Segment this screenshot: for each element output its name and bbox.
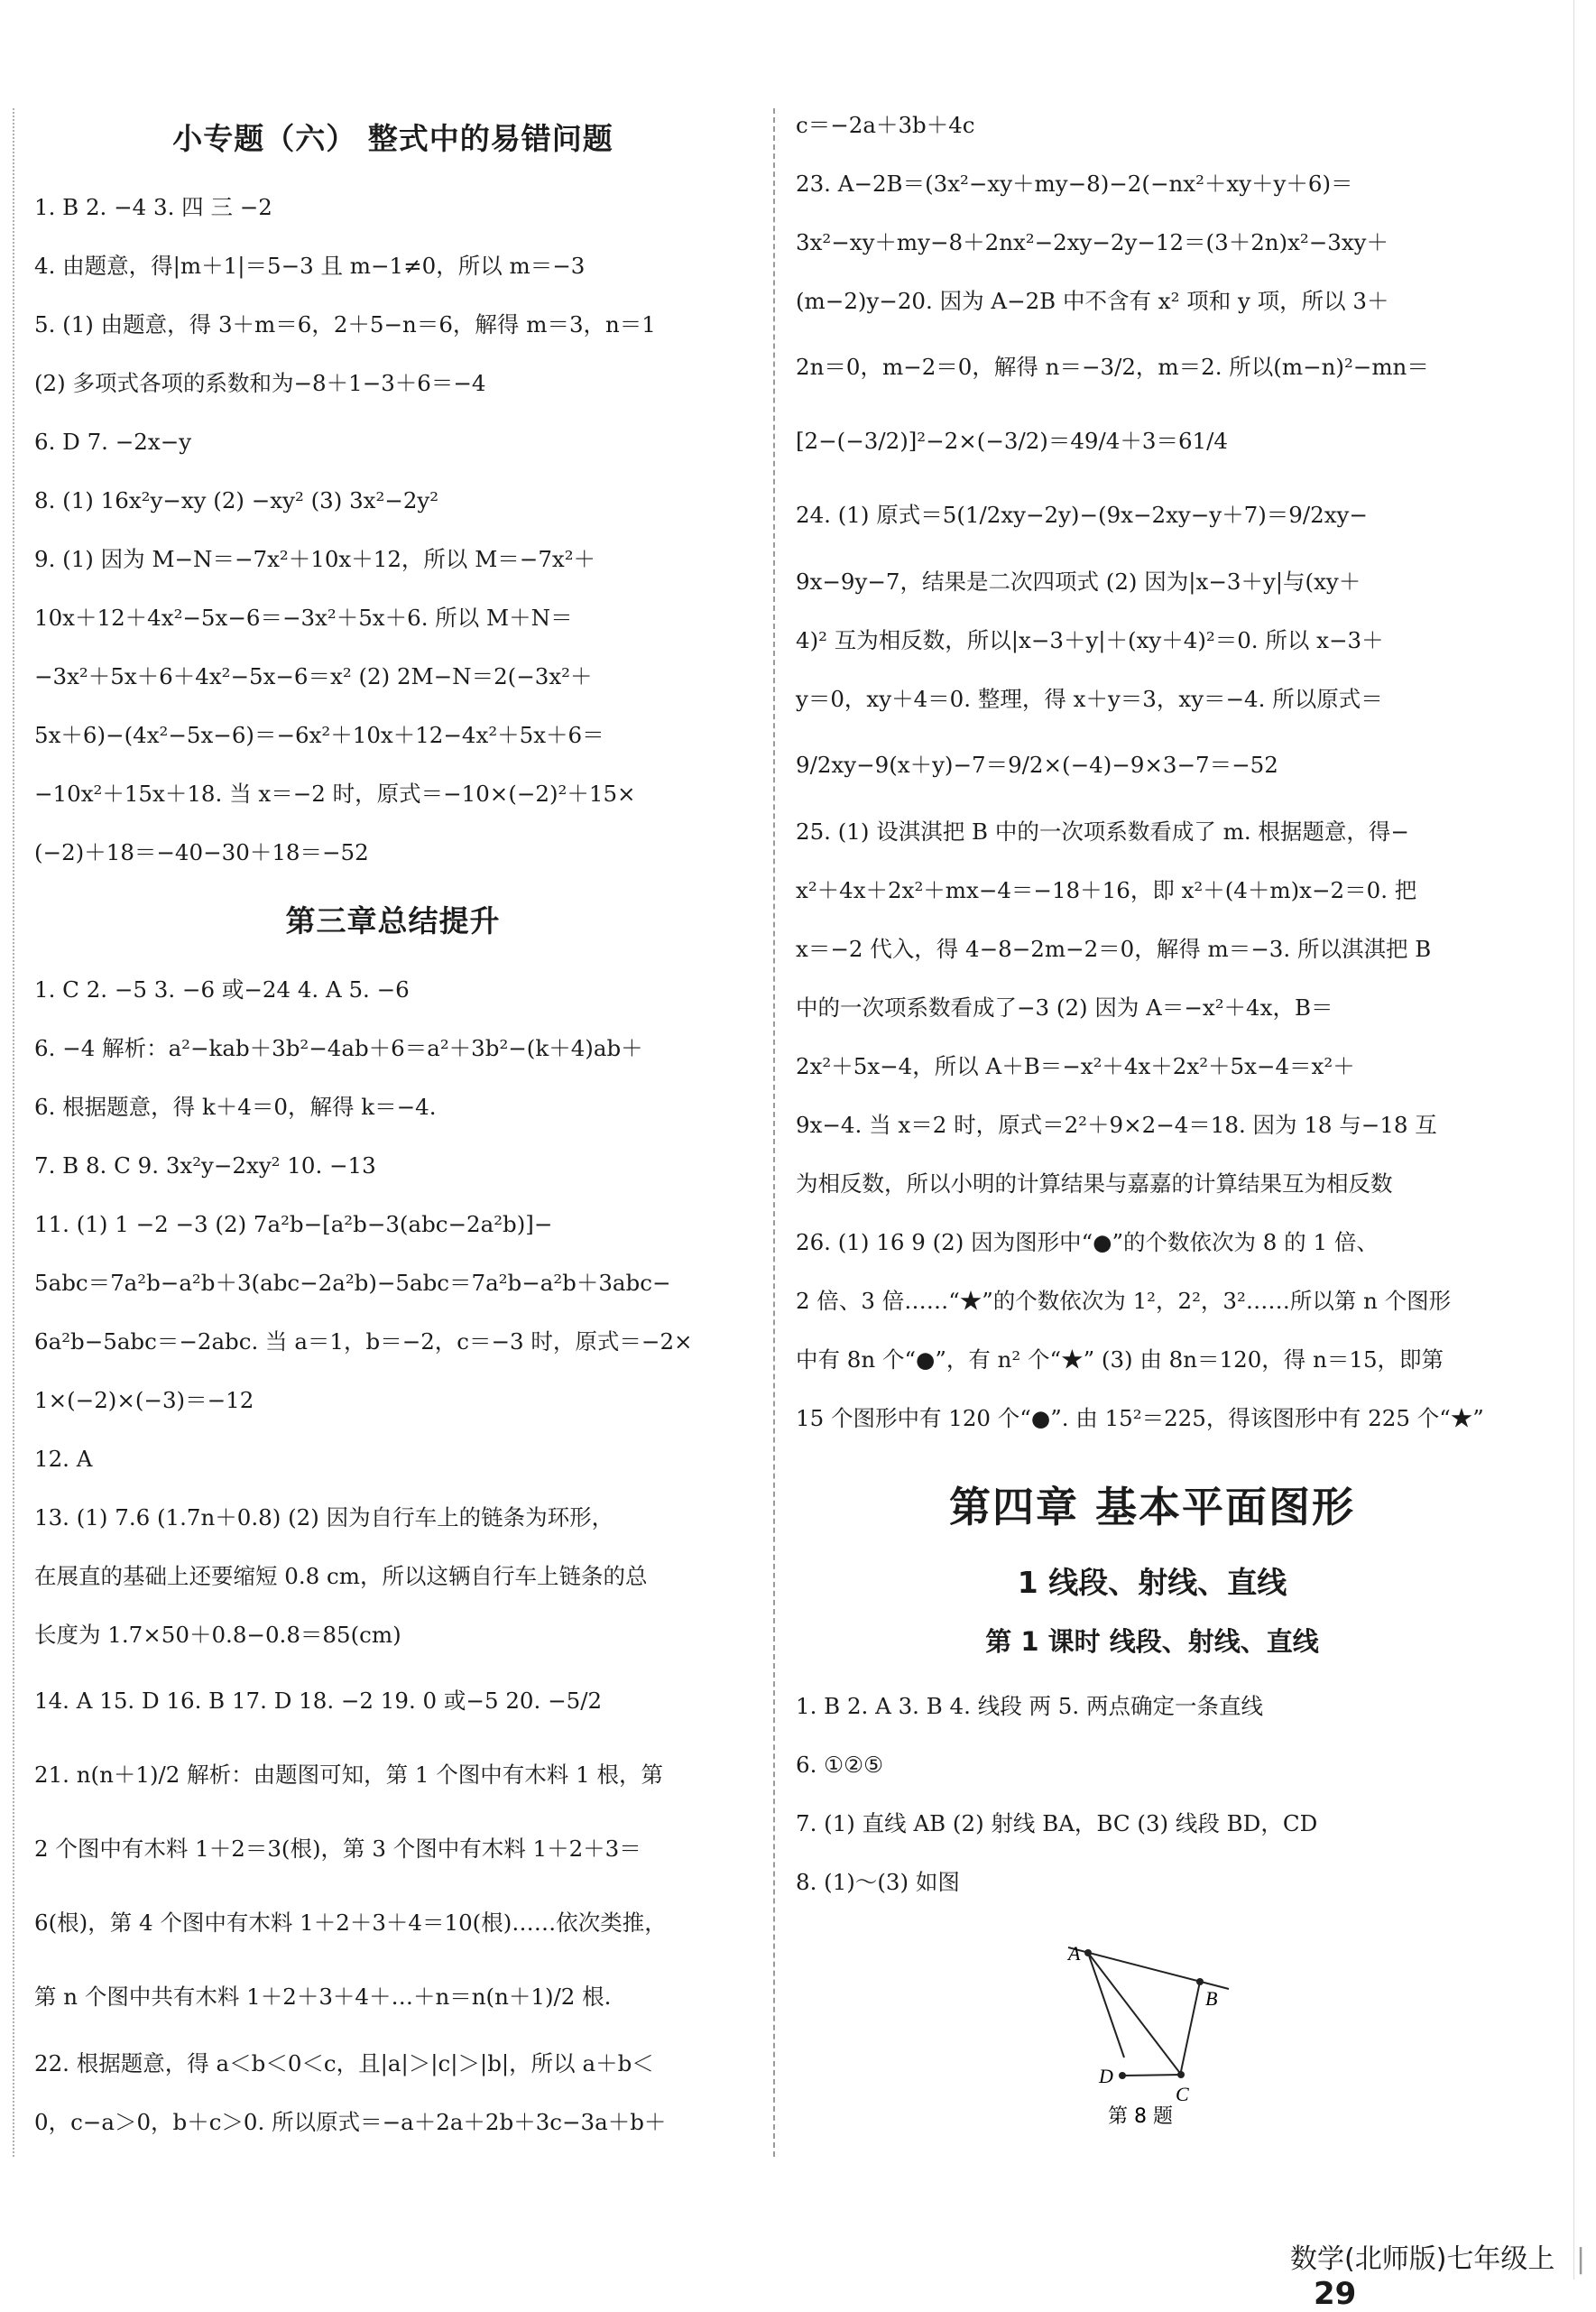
page-right-edge: [1573, 0, 1574, 2280]
answer-line: 23. A−2B＝(3x²−xy＋my−8)−2(−nx²＋xy＋y＋6)＝: [796, 171, 1353, 197]
right-column: [796, 101, 1508, 2124]
answer-line: −10x²＋15x＋18. 当 x＝−2 时，原式＝−10×(−2)²＋15×: [34, 781, 636, 807]
answer-line: 10x＋12＋4x²−5x−6＝−3x²＋5x＋6. 所以 M＋N＝: [34, 605, 573, 631]
answer-line: 6. −4 解析：a²−kab＋3b²−4ab＋6＝a²＋3b²−(k＋4)ab＋: [34, 1035, 643, 1061]
answer-line: 2 个图中有木料 1＋2＝3(根)，第 3 个图中有木料 1＋2＋3＝: [34, 1836, 641, 1862]
section-title-chapter3-summary: 第三章总结提升: [285, 903, 501, 939]
answer-line: c＝−2a＋3b＋4c: [796, 112, 975, 138]
answer-line: 中有 8n 个“●”，有 n² 个“★” (3) 由 8n＝120，得 n＝15，即第: [796, 1346, 1444, 1373]
segment-dc: [1122, 2075, 1182, 2076]
label-d: D: [1099, 2065, 1113, 2087]
answer-line: 2 倍、3 倍……“★”的个数依次为 1²，2²，3²……所以第 n 个图形: [796, 1288, 1452, 1314]
segment-ad: [1088, 1953, 1124, 2058]
answer-line: 24. (1) 原式＝5(1/2xy−2y)−(9x−2xy−y＋7)＝9/2xy−: [796, 502, 1368, 528]
section-title: 1 线段、射线、直线: [1017, 1565, 1287, 1600]
answer-line: 7. B 8. C 9. 3x²y−2xy² 10. −13: [34, 1152, 376, 1179]
answer-line: 5abc＝7a²b−a²b＋3(abc−2a²b)−5abc＝7a²b−a²b＋3abc−: [34, 1270, 671, 1296]
answer-line: (m−2)y−20. 因为 A−2B 中不含有 x² 项和 y 项，所以 3＋: [796, 288, 1389, 314]
answer-line: x＝−2 代入，得 4−8−2m−2＝0，解得 m＝−3. 所以淇淇把 B: [796, 936, 1432, 962]
line-ab: [1068, 1947, 1229, 1989]
answer-line: 14. A 15. D 16. B 17. D 18. −2 19. 0 或−5 20. −5/2: [34, 1688, 603, 1714]
label-b: B: [1205, 1987, 1218, 2010]
answer-line: 15 个图形中有 120 个“●”. 由 15²＝225，得该图形中有 225 个“★”: [796, 1405, 1484, 1431]
answer-line: [2−(−3/2)]²−2×(−3/2)＝49/4＋3＝61/4: [796, 428, 1228, 454]
left-column: [34, 99, 752, 2151]
label-a: A: [1068, 1942, 1081, 1965]
answer-line: 中的一次项系数看成了−3 (2) 因为 A＝−x²＋4x，B＝: [796, 994, 1333, 1021]
answer-line: 9/2xy−9(x＋y)−7＝9/2×(−4)−9×3−7＝−52: [796, 752, 1278, 778]
answers-block-3: [34, 1664, 752, 2151]
point-a: [1084, 1949, 1092, 1956]
answer-line: 4. 由题意，得|m＋1|＝5−3 且 m−1≠0，所以 m＝−3: [34, 253, 586, 279]
answer-line: 4)² 互为相反数，所以|x−3＋y|＋(xy＋4)²＝0. 所以 x−3＋: [796, 627, 1384, 653]
answer-line: 12. A: [34, 1446, 93, 1472]
page-footer: [1290, 2236, 1596, 2312]
answer-line: 2x²＋5x−4，所以 A＋B＝−x²＋4x＋2x²＋5x−4＝x²＋: [796, 1053, 1355, 1079]
column-divider: [773, 108, 775, 2157]
label-c: C: [1176, 2083, 1189, 2105]
answer-line: 7. (1) 直线 AB (2) 射线 BA，BC (3) 线段 BD，CD: [796, 1810, 1318, 1836]
segment-ac: [1088, 1953, 1182, 2076]
answer-line: 6(根)，第 4 个图中有木料 1＋2＋3＋4＝10(根)……依次类推，: [34, 1910, 667, 1936]
answer-line: 13. (1) 7.6 (1.7n＋0.8) (2) 因为自行车上的链条为环形，: [34, 1504, 614, 1531]
answer-line: (2) 多项式各项的系数和为−8＋1−3＋6＝−4: [34, 370, 486, 396]
answer-line: 6. ①②⑤: [796, 1752, 884, 1778]
point-b: [1196, 1978, 1204, 1985]
point-c: [1177, 2071, 1185, 2078]
answer-line: 1. C 2. −5 3. −6 或−24 4. A 5. −6: [34, 976, 410, 1003]
answer-line: 8. (1) 16x²y−xy (2) −xy² (3) 3x²−2y²: [34, 487, 439, 513]
footer-separator: |: [1575, 2243, 1586, 2275]
answer-line: 6a²b−5abc＝−2abc. 当 a＝1，b＝−2，c＝−3 时，原式＝−2×: [34, 1328, 693, 1355]
page-left-edge: [13, 108, 14, 2157]
answer-line: 2n＝0，m−2＝0，解得 n＝−3/2，m＝2. 所以(m−n)²−mn＝: [796, 354, 1429, 380]
answers-block-2: [34, 960, 752, 1664]
answer-line: 6. 根据题意，得 k＋4＝0，解得 k＝−4.: [34, 1094, 437, 1120]
ray-bc: [1180, 1982, 1200, 2076]
point-d: [1119, 2072, 1126, 2079]
answer-line: 1. B 2. A 3. B 4. 线段 两 5. 两点确定一条直线: [796, 1693, 1263, 1719]
answer-line: 25. (1) 设淇淇把 B 中的一次项系数看成了 m. 根据题意，得−: [796, 818, 1409, 845]
lesson-title: 第 1 课时 线段、射线、直线: [985, 1626, 1319, 1657]
answer-line: 长度为 1.7×50＋0.8−0.8＝85(cm): [34, 1622, 401, 1648]
answer-line: 9x−4. 当 x＝2 时，原式＝2²＋9×2−4＝18. 因为 18 与−18 互: [796, 1112, 1437, 1138]
answer-line: 5. (1) 由题意，得 3＋m＝6，2＋5−n＝6，解得 m＝3，n＝1: [34, 311, 656, 338]
answer-line: 5x＋6)−(4x²−5x−6)＝−6x²＋10x＋12−4x²＋5x＋6＝: [34, 722, 604, 748]
answer-line: 9. (1) 因为 M−N＝−7x²＋10x＋12，所以 M＝−7x²＋: [34, 546, 596, 572]
chapter-title: 第四章 基本平面图形: [948, 1483, 1355, 1531]
answers-block-1: [34, 178, 752, 882]
answers-block-r3: [796, 1677, 1508, 1911]
answer-line: 6. D 7. −2x−y: [34, 429, 192, 455]
answer-line: 8. (1)～(3) 如图: [796, 1869, 960, 1895]
answers-block-r1: [796, 96, 1508, 478]
answer-line: 21. n(n＋1)/2 解析：由题图可知，第 1 个图中有木料 1 根，第: [34, 1762, 663, 1788]
section-title-special-topic: 小专题（六） 整式中的易错问题: [172, 121, 613, 156]
book-title: 数学(北师版)七年级上: [1290, 2243, 1555, 2275]
figure-caption: 第 8 题: [1108, 2105, 1173, 2124]
answer-line: 3x²−xy＋my−8＋2nx²−2xy−2y−12＝(3＋2n)x²−3xy＋: [796, 229, 1389, 255]
answer-line: (−2)＋18＝−40−30＋18＝−52: [34, 839, 369, 865]
answer-line: 11. (1) 1 −2 −3 (2) 7a²b−[a²b−3(abc−2a²b)]−: [34, 1211, 553, 1237]
figure-svg: [1012, 1917, 1301, 2124]
answer-line: 1×(−2)×(−3)＝−12: [34, 1387, 254, 1413]
answers-block-r2: [796, 478, 1508, 1447]
answer-line: 26. (1) 16 9 (2) 因为图形中“●”的个数依次为 8 的 1 倍、: [796, 1229, 1379, 1255]
answer-line: −3x²＋5x＋6＋4x²−5x−6＝x² (2) 2M−N＝2(−3x²＋: [34, 663, 593, 689]
answer-line: x²＋4x＋2x²＋mx−4＝−18＋16，即 x²＋(4＋m)x−2＝0. 把: [796, 877, 1417, 903]
answer-line: 第 n 个图中共有木料 1＋2＋3＋4＋…＋n＝n(n＋1)/2 根.: [34, 1984, 612, 2010]
answer-line: y＝0，xy＋4＝0. 整理，得 x＋y＝3，xy＝−4. 所以原式＝: [796, 686, 1383, 712]
answer-line: 9x−9y−7，结果是二次四项式 (2) 因为|x−3＋y|与(xy＋: [796, 569, 1361, 595]
answer-line: 0，c−a＞0，b＋c＞0. 所以原式＝−a＋2a＋2b＋3c−3a＋b＋: [34, 2109, 667, 2135]
page-number: 29: [1314, 2276, 1357, 2312]
answer-line: 为相反数，所以小明的计算结果与嘉嘉的计算结果互为相反数: [796, 1170, 1393, 1197]
geometry-figure-q8: [796, 1917, 1508, 2124]
answer-line: 1. B 2. −4 3. 四 三 −2: [34, 194, 272, 220]
answer-line: 22. 根据题意，得 a＜b＜0＜c，且|a|＞|c|＞|b|，所以 a＋b＜: [34, 2050, 654, 2076]
answer-line: 在展直的基础上还要缩短 0.8 cm，所以这辆自行车上链条的总: [34, 1563, 648, 1589]
